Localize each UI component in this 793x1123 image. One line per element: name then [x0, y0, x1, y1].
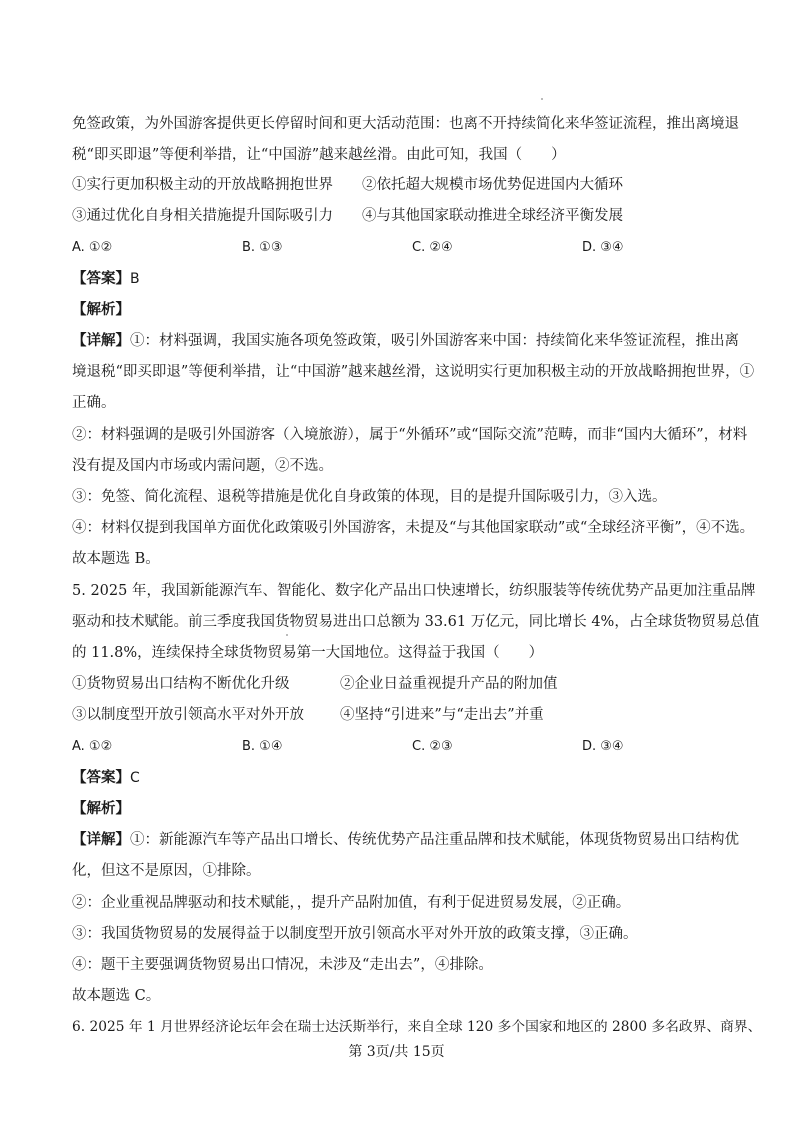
- q4-option-2: ②依托超大规模市场优势促进国内大循环: [362, 177, 623, 193]
- q5-choice-b: B. ①④: [242, 739, 283, 754]
- q4-conclusion: 故本题选 B。: [72, 551, 160, 567]
- q4-stem-line-1: 免签政策，为外国游客提供更长停留时间和更大活动范围：也离不开持续简化来华签证流程，推出离境退: [72, 116, 739, 132]
- scan-speck: [541, 98, 543, 100]
- q4-detail-line-3: 正确。: [72, 395, 116, 411]
- q5-analysis-tag: 【解析】: [72, 800, 130, 817]
- q5-choice-d: D. ③④: [582, 739, 624, 754]
- q5-stem-line-1: 5. 2025 年，我国新能源汽车、智能化、数字化产品出口快速增长，纺织服装等传统优势产品更加注重品牌: [72, 583, 756, 599]
- q4-option-4: ④与其他国家联动推进全球经济平衡发展: [362, 208, 623, 224]
- q5-stem-line-3: 的 11.8%，连续保持全球货物贸易第一大国地位。这得益于我国（ ）: [72, 645, 544, 661]
- q5-choice-c: C. ②③: [412, 739, 453, 754]
- q4-answer-row: [72, 269, 140, 289]
- q4-stem-line-2: 税“即买即退”等便利举措，让“中国游”越来越丝滑。由此可知，我国（ ）: [72, 147, 566, 163]
- q5-option-2: ②企业日益重视提升产品的附加值: [340, 676, 558, 692]
- q4-detail-line-2: 境退税“即买即退”等便利举措，让“中国游”越来越丝滑，这说明实行更加积极主动的开放战略拥抱世界，①: [72, 364, 755, 380]
- q4-answer-tag: 【答案】: [72, 270, 130, 287]
- q5-answer-tag: 【答案】: [72, 769, 130, 786]
- q4-choice-b: B. ①③: [242, 240, 283, 255]
- q5-detail-line-5: ④：题干主要强调货物贸易出口情况，未涉及“走出去”，④排除。: [72, 957, 493, 973]
- q4-detail-line-5: 没有提及国内市场或内需问题，②不选。: [72, 458, 333, 474]
- q5-answer-value: C: [130, 770, 140, 786]
- q5-option-4: ④坚持“引进来”与“走出去”并重: [340, 707, 544, 723]
- q5-choice-a: A. ①②: [72, 739, 113, 754]
- q4-detail-line-4: ②：材料强调的是吸引外国游客（入境旅游），属于“外循环”或“国际交流”范畴，而非“国内大循环”，材料: [72, 427, 748, 443]
- page-footer: 第 3页/共 15页: [348, 1044, 445, 1060]
- q4-analysis-heading: [72, 300, 130, 320]
- q6-stem-line-1: 6. 2025 年 1 月世界经济论坛年会在瑞士达沃斯举行，来自全球 120 多个国家和地区的 2800 多名政界、商界、: [72, 1019, 762, 1035]
- q5-answer-row: [72, 768, 140, 788]
- q4-answer-value: B: [130, 271, 140, 287]
- q4-option-1: ①实行更加积极主动的开放战略拥抱世界: [72, 177, 333, 193]
- q5-detail-line-3: ②：企业重视品牌驱动和技术赋能，，提升产品附加值，有利于促进贸易发展，②正确。: [72, 895, 631, 911]
- q5-stem-line-2: 驱动和技术赋能。前三季度我国货物贸易进出口总额为 33.61 万亿元，同比增长 4%，占全球货物贸易总值: [72, 614, 760, 630]
- q5-detail-text-1: ①：新能源汽车等产品出口增长、传统优势产品注重品牌和技术赋能，体现货物贸易出口结构优: [130, 832, 739, 848]
- q5-detail-tag: 【详解】: [72, 831, 130, 848]
- q4-analysis-tag: 【解析】: [72, 301, 130, 318]
- q4-detail-text-1: ①：材料强调，我国实施各项免签政策，吸引外国游客来中国：持续简化来华签证流程，推出离: [130, 333, 739, 349]
- q5-detail-line-4: ③：我国货物贸易的发展得益于以制度型开放引领高水平对外开放的政策支撑，③正确。: [72, 926, 638, 942]
- q4-choice-c: C. ②④: [412, 240, 453, 255]
- q4-option-3: ③通过优化自身相关措施提升国际吸引力: [72, 208, 333, 224]
- q5-analysis-heading: [72, 799, 130, 819]
- q4-detail-line-6: ③：免签、简化流程、退税等措施是优化自身政策的体现，目的是提升国际吸引力，③入选。: [72, 489, 667, 505]
- q4-choice-a: A. ①②: [72, 240, 113, 255]
- q5-detail-line-1: [72, 830, 739, 850]
- scan-speck: [286, 634, 288, 636]
- q4-detail-line-1: [72, 331, 739, 351]
- q5-detail-line-2: 化，但这不是原因，①排除。: [72, 863, 261, 879]
- q4-detail-line-7: ④：材料仅提到我国单方面优化政策吸引外国游客，未提及“与其他国家联动”或“全球经济平衡”，④不选。: [72, 520, 755, 536]
- q5-option-3: ③以制度型开放引领高水平对外开放: [72, 707, 304, 723]
- q5-conclusion: 故本题选 C。: [72, 988, 161, 1004]
- q4-choice-d: D. ③④: [582, 240, 624, 255]
- q4-detail-tag: 【详解】: [72, 332, 130, 349]
- q5-option-1: ①货物贸易出口结构不断优化升级: [72, 676, 290, 692]
